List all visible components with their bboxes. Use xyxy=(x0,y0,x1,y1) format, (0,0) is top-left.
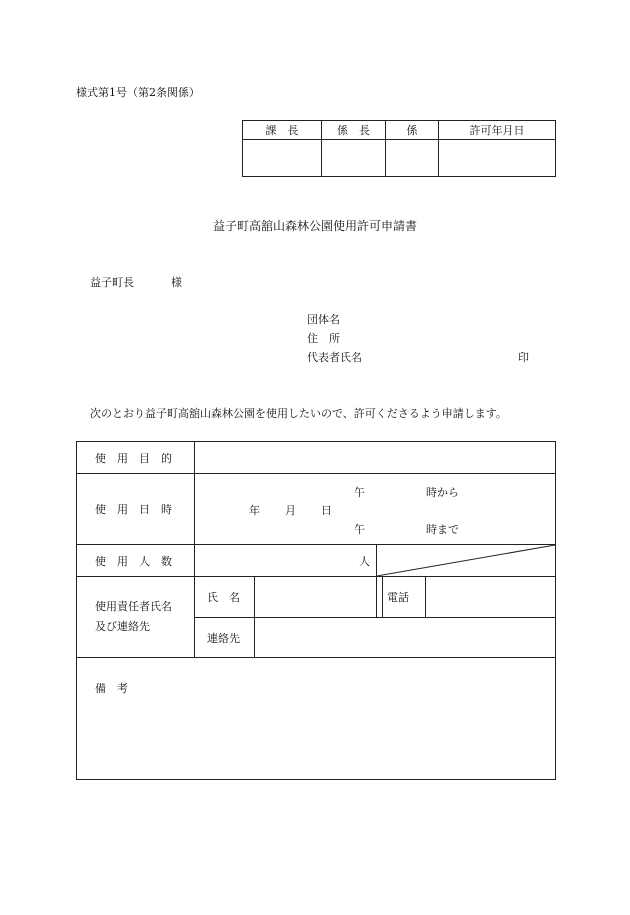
contact-label: 連絡先 xyxy=(195,618,255,658)
approval-table xyxy=(242,120,556,177)
purpose-field[interactable] xyxy=(195,442,556,474)
phone-field[interactable] xyxy=(426,577,556,617)
approval-cell-permit-date[interactable] xyxy=(439,140,556,177)
datetime-label: 使 用 日 時 xyxy=(77,474,195,545)
datetime-from-suffix: 時から xyxy=(426,486,459,499)
responsible-label-line1: 使用責任者氏名 xyxy=(95,600,172,613)
approval-cell-section-chief[interactable] xyxy=(243,140,322,177)
people-count-label: 使 用 人 数 xyxy=(77,545,195,577)
document-title: 益子町高舘山森林公園使用許可申請書 xyxy=(212,219,417,233)
responsible-label-line2: 及び連絡先 xyxy=(95,620,150,633)
address-label: 住 所 xyxy=(307,332,340,345)
addressee-honorific: 様 xyxy=(171,276,182,289)
approval-header-section-chief: 課 長 xyxy=(243,121,322,140)
application-statement: 次のとおり益子町高舘山森林公園を使用したいので、許可くださるよう申請します。 xyxy=(90,407,507,420)
datetime-year: 年 xyxy=(249,504,260,517)
people-count-void-cell xyxy=(377,545,556,577)
application-table xyxy=(76,441,556,780)
phone-label: 電話 xyxy=(383,577,426,617)
diagonal-strike-line xyxy=(377,545,555,576)
people-unit: 人 xyxy=(359,554,370,568)
datetime-field[interactable] xyxy=(195,474,556,545)
contact-field[interactable] xyxy=(255,618,556,658)
people-count-field[interactable] xyxy=(195,545,377,577)
approval-cell-staff[interactable] xyxy=(386,140,439,177)
form-number: 様式第1号（第2条関係） xyxy=(76,86,200,99)
datetime-to-suffix: 時まで xyxy=(426,523,459,536)
name-field[interactable] xyxy=(255,577,377,618)
group-name-label: 団体名 xyxy=(307,313,340,326)
datetime-month: 月 xyxy=(285,504,296,517)
addressee-name: 益子町長 xyxy=(90,276,134,289)
remarks-field[interactable] xyxy=(77,658,556,780)
name-label: 氏 名 xyxy=(195,577,255,618)
purpose-label: 使 用 目 的 xyxy=(77,442,195,474)
phone-row-cell xyxy=(383,577,556,618)
approval-cell-subsection-chief[interactable] xyxy=(322,140,386,177)
approval-header-subsection-chief: 係 長 xyxy=(322,121,386,140)
approval-header-permit-date: 許可年月日 xyxy=(439,121,556,140)
seal-mark: 印 xyxy=(518,351,529,364)
remarks-label: 備 考 xyxy=(95,682,128,695)
responsible-person-label xyxy=(77,577,195,658)
datetime-from-ampm: 午 xyxy=(354,486,365,499)
representative-label: 代表者氏名 xyxy=(307,351,362,364)
approval-header-staff: 係 xyxy=(386,121,439,140)
datetime-day: 日 xyxy=(321,504,332,517)
datetime-to-ampm: 午 xyxy=(354,523,365,536)
